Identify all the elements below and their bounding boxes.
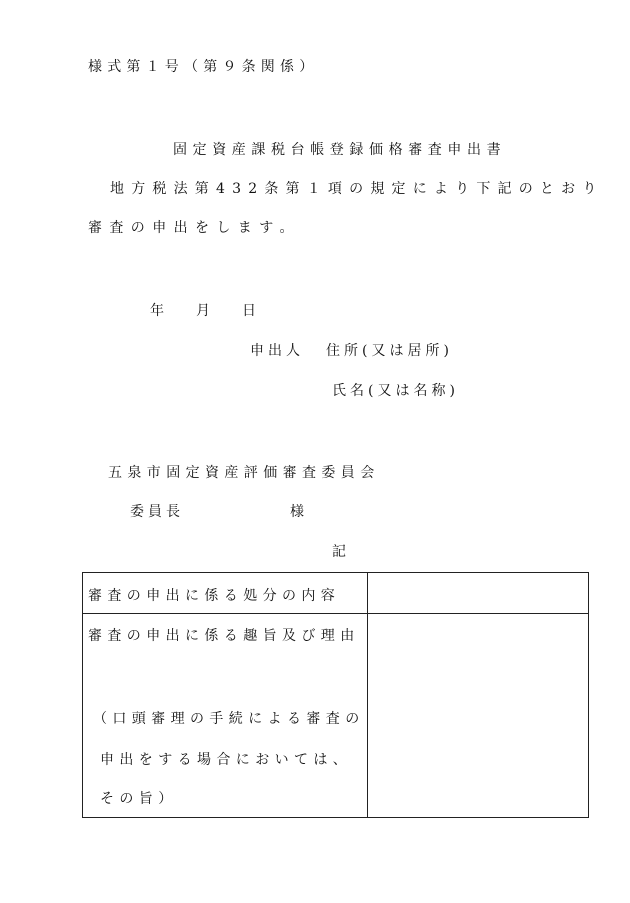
reason-field[interactable] [368, 614, 589, 818]
chair-line [130, 503, 308, 521]
date-month-label: 月 [196, 303, 210, 319]
date-line [150, 302, 256, 320]
table-row [83, 614, 589, 818]
applicant-name-label: 氏名(又は名称) [332, 383, 459, 399]
oral-hearing-note-line-3: その旨） [100, 791, 178, 807]
reason-label: 審査の申出に係る趣旨及び理由 [88, 628, 360, 644]
form-number: 様式第１号（第９条関係） [88, 59, 319, 75]
disposition-content-field[interactable] [368, 573, 589, 614]
honorific-label: 様 [290, 504, 308, 520]
record-table [82, 572, 589, 818]
oral-hearing-note-line-2: 申出をする場合においては、 [100, 752, 353, 768]
applicant-address-line [250, 342, 453, 360]
reason-label-cell [83, 614, 368, 818]
date-year-label: 年 [150, 303, 164, 319]
date-day-label: 日 [242, 303, 256, 319]
chair-label: 委員長 [130, 504, 184, 520]
record-heading: 記 [332, 544, 346, 560]
disposition-content-label-cell [83, 573, 368, 614]
committee-name: 五泉市固定資産評価審査委員会 [108, 465, 380, 481]
disposition-content-label: 審査の申出に係る処分の内容 [88, 588, 341, 604]
oral-hearing-note-line-1: （口頭審理の手続による審査の [93, 711, 365, 727]
applicant-role-label: 申出人 [250, 343, 304, 359]
document-title: 固定資産課税台帳登録価格審査申出書 [173, 142, 507, 158]
applicant-address-label: 住所(又は居所) [326, 343, 453, 359]
body-text-line-1: 地方税法第432条第１項の規定により下記のとおり [110, 181, 604, 197]
table-row [83, 573, 589, 614]
body-text-line-2: 審査の申出をします。 [88, 220, 301, 236]
